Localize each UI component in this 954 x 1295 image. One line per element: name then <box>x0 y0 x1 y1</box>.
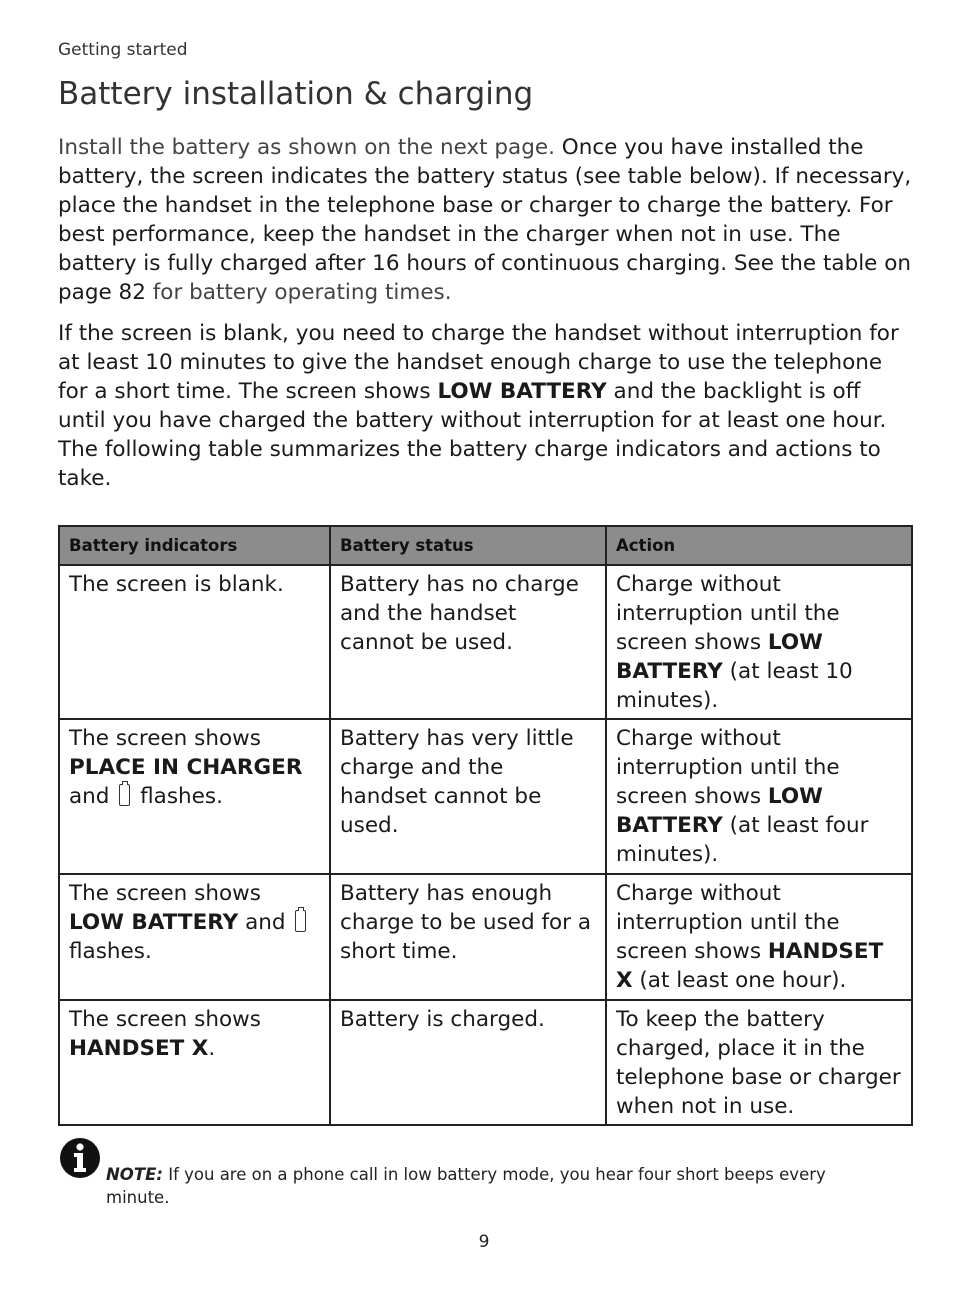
intro-p2-bold: LOW BATTERY <box>437 379 607 404</box>
info-icon <box>59 1137 101 1179</box>
indicator-text-end: . <box>208 1036 216 1061</box>
status-cell: Battery is charged. <box>330 1000 606 1125</box>
table-row <box>59 565 912 719</box>
indicator-cell <box>59 874 330 1000</box>
section-label: Getting started <box>58 40 188 60</box>
indicator-text-bold: LOW BATTERY <box>69 910 239 935</box>
action-cell <box>606 719 912 874</box>
indicator-text-bold: PLACE IN CHARGER <box>69 755 303 780</box>
intro-p1-start: Install the battery as shown on the next page. <box>58 135 555 160</box>
indicator-text-end: flashes. <box>69 939 152 964</box>
intro-paragraph-1 <box>58 133 914 307</box>
action-cell <box>606 565 912 719</box>
empty-battery-icon <box>295 910 306 932</box>
action-text-start: Charge without interruption until the screen shows <box>616 572 840 655</box>
action-cell <box>606 874 912 1000</box>
table-row <box>59 719 912 874</box>
action-cell: To keep the battery charged, place it in the telephone base or charger when not in use. <box>606 1000 912 1125</box>
intro-p2-end: and the backlight is off until you have charged the battery without interruption for at least one hour. The following table summarizes the battery charge indicators and actions to take. <box>58 379 887 491</box>
action-text-end: (at least four minutes). <box>616 813 869 867</box>
status-cell: Battery has very little charge and the handset cannot be used. <box>330 719 606 874</box>
table-row <box>59 874 912 1000</box>
note <box>106 1163 846 1209</box>
header-battery-indicators: Battery indicators <box>59 526 330 565</box>
action-text-bold: LOW BATTERY <box>616 630 823 684</box>
indicator-text-mid: and <box>69 784 117 809</box>
header-action: Action <box>606 526 912 565</box>
page-number: 9 <box>478 1232 490 1252</box>
page-title: Battery installation & charging <box>58 76 534 112</box>
indicator-text-start: The screen shows <box>69 726 261 751</box>
action-text-start: Charge without interruption until the screen shows <box>616 881 840 964</box>
status-cell: Battery has no charge and the handset cannot be used. <box>330 565 606 719</box>
header-battery-status: Battery status <box>330 526 606 565</box>
intro-p2-start: If the screen is blank, you need to charge the handset without interruption for at least 10 minutes to give the handset enough charge to use the telephone for a short time. The screen shows <box>58 321 899 404</box>
indicator-cell <box>59 719 330 874</box>
note-label: NOTE: <box>106 1165 163 1184</box>
table-row <box>59 1000 912 1125</box>
indicator-text-mid: and <box>238 910 293 935</box>
action-text-bold: HANDSET X <box>616 939 884 993</box>
action-text-end: (at least 10 minutes). <box>616 659 853 713</box>
table-header-row <box>59 526 912 565</box>
indicator-text-end: flashes. <box>133 784 223 809</box>
indicator-text-bold: HANDSET X <box>69 1036 209 1061</box>
action-text-bold: LOW BATTERY <box>616 784 823 838</box>
indicator-text: The screen is blank. <box>69 572 284 597</box>
action-text-end: (at least one hour). <box>632 968 847 993</box>
indicator-cell <box>59 565 330 719</box>
status-cell: Battery has enough charge to be used for a short time. <box>330 874 606 1000</box>
battery-table <box>58 525 913 1126</box>
action-text-start: Charge without interruption until the screen shows <box>616 726 840 809</box>
indicator-text-start: The screen shows <box>69 1007 261 1032</box>
intro-p1-end: for battery operating times. <box>145 280 452 305</box>
intro-p1-middle: Once you have installed the battery, the screen indicates the battery status (see table below). If necessary, place the handset in the telephone base or charger to charge the battery. For best performance, keep the handset in the charger when not in use. The battery is fully charged after 16 hours of continuous charging. See the table on page 82 <box>58 135 912 305</box>
note-text: If you are on a phone call in low battery mode, you hear four short beeps every minute. <box>106 1165 826 1207</box>
intro-paragraph-2 <box>58 319 914 493</box>
indicator-cell <box>59 1000 330 1125</box>
indicator-text-start: The screen shows <box>69 881 261 906</box>
empty-battery-icon <box>119 784 130 806</box>
